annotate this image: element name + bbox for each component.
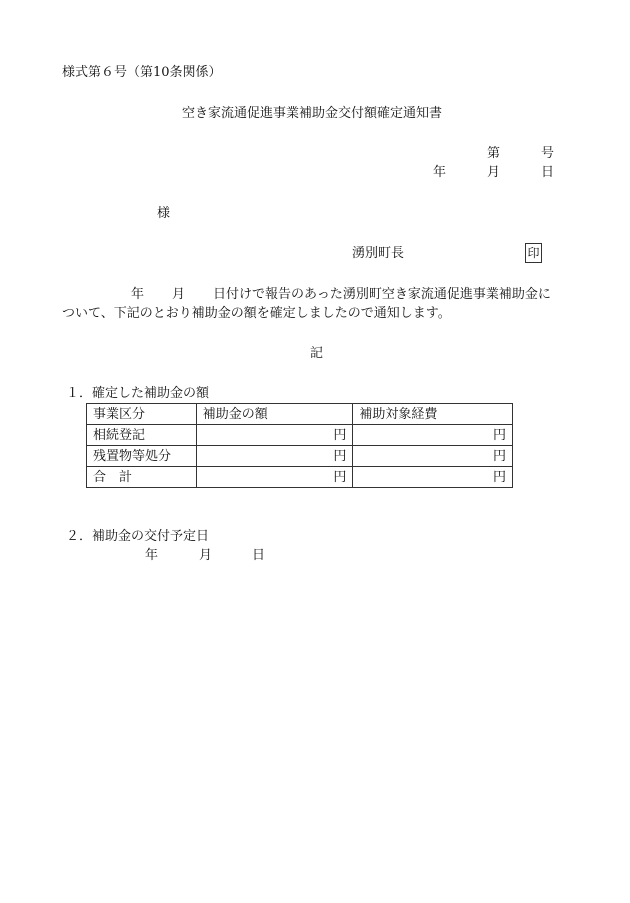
- section1-heading: １．確定した補助金の額: [66, 386, 210, 401]
- row-amount: 円: [196, 467, 353, 488]
- delivery-day: 日: [252, 548, 266, 563]
- table-row: [87, 425, 513, 446]
- row-amount: 円: [196, 446, 353, 467]
- header-amount: 補助金の額: [196, 404, 353, 425]
- seal-mark: 印: [525, 243, 542, 263]
- doc-number-suffix: 号: [541, 146, 555, 161]
- date-month: 月: [487, 165, 501, 180]
- row-category: 相続登記: [87, 425, 197, 446]
- table-row: [87, 446, 513, 467]
- table-total-row: [87, 467, 513, 488]
- issuer-name: 湧別町長: [352, 246, 405, 261]
- doc-number-prefix: 第: [487, 146, 501, 161]
- date-day: 日: [541, 165, 555, 180]
- header-cost: 補助対象経費: [353, 404, 513, 425]
- ki-heading: 記: [310, 346, 324, 361]
- row-cost: 円: [353, 467, 513, 488]
- form-number: 様式第６号（第10条関係）: [62, 65, 222, 80]
- row-category: 合 計: [87, 467, 197, 488]
- delivery-year: 年: [145, 548, 159, 563]
- document-title: 空き家流通促進事業補助金交付額確定通知書: [182, 106, 443, 121]
- date-year: 年: [433, 165, 447, 180]
- row-cost: 円: [353, 425, 513, 446]
- addressee-suffix: 様: [157, 206, 171, 221]
- subsidy-amount-table: [86, 403, 513, 488]
- delivery-month: 月: [199, 548, 213, 563]
- body-line2: ついて、下記のとおり補助金の額を確定しましたので通知します。: [62, 306, 451, 321]
- body-month: 月: [172, 287, 186, 302]
- row-amount: 円: [196, 425, 353, 446]
- table-header-row: [87, 404, 513, 425]
- row-category: 残置物等処分: [87, 446, 197, 467]
- header-category: 事業区分: [87, 404, 197, 425]
- row-cost: 円: [353, 446, 513, 467]
- body-line1: 日付けで報告のあった湧別町空き家流通促進事業補助金に: [213, 287, 551, 302]
- body-year: 年: [131, 287, 145, 302]
- section2-heading: ２．補助金の交付予定日: [66, 529, 210, 544]
